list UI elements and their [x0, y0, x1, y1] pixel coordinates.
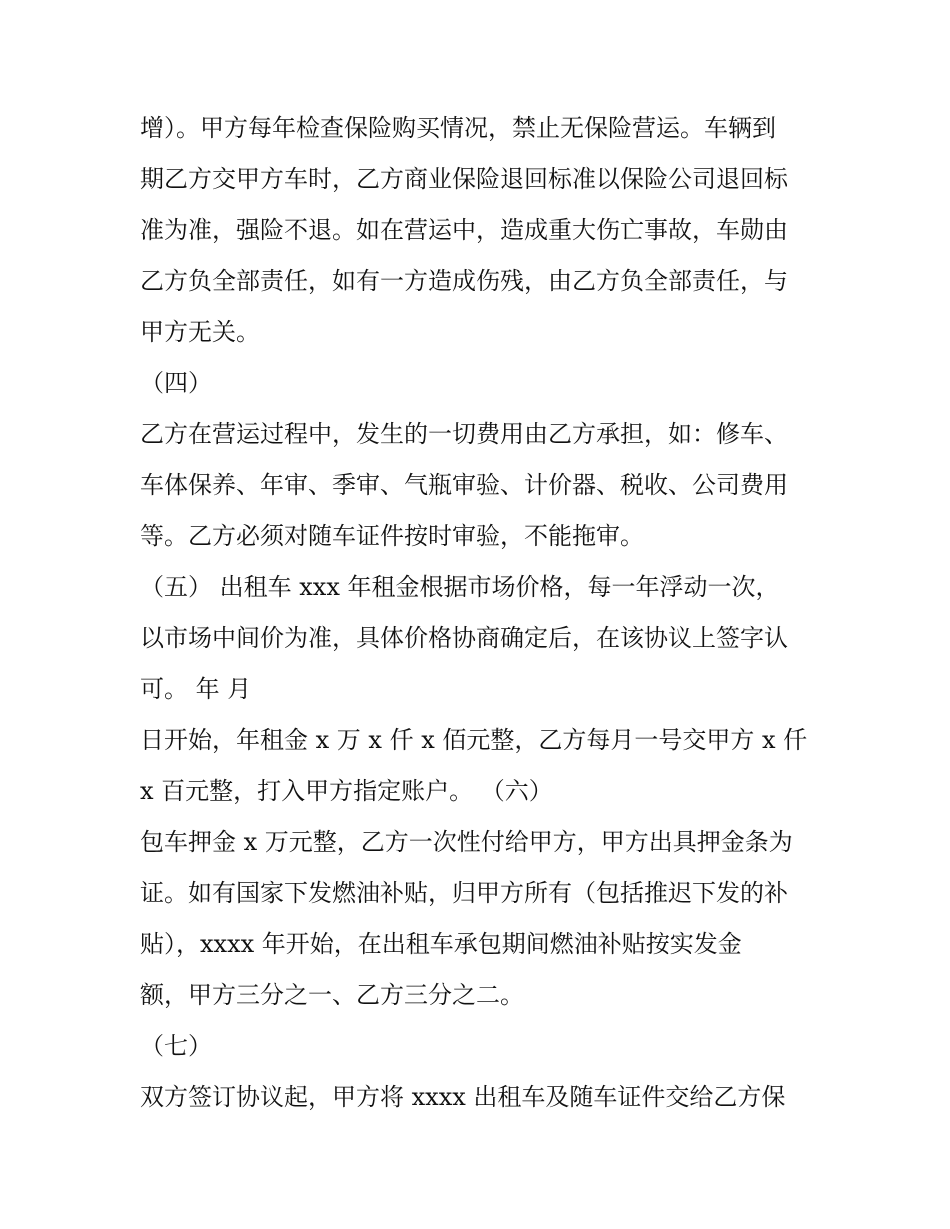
text-line: 等。乙方必须对随车证件按时审验，不能拖审。 — [140, 522, 644, 550]
text-line: 日开始，年租金 x 万 x 仟 x 佰元整，乙方每月一号交甲方 x 仟 — [140, 726, 808, 754]
text-line: 双方签订协议起，甲方将 xxxx 出租车及随车证件交给乙方保 — [140, 1083, 786, 1111]
text-line: 乙方在营运过程中，发生的一切费用由乙方承担，如：修车、 — [140, 420, 788, 448]
text-line: 包车押金 x 万元整，乙方一次性付给甲方，甲方出具押金条为 — [140, 828, 793, 856]
section-heading: （四） — [140, 369, 212, 397]
text-line: （五） 出租车 xxx 年租金根据市场价格，每一年浮动一次， — [140, 573, 780, 601]
section-heading: （七） — [140, 1032, 212, 1060]
text-line: 以市场中间价为准，具体价格协商确定后，在该协议上签字认 — [140, 624, 788, 652]
text-line: 贴），xxxx 年开始，在出租车承包期间燃油补贴按实发金 — [140, 930, 742, 958]
text-line: 额，甲方三分之一、乙方三分之二。 — [140, 981, 524, 1009]
text-line: 证。如有国家下发燃油补贴，归甲方所有（包括推迟下发的补 — [140, 879, 788, 907]
text-line: 增）。甲方每年检查保险购买情况，禁止无保险营运。车辆到 — [140, 114, 776, 142]
text-line: 可。 年 月 — [140, 675, 252, 703]
text-line: 准为准，强险不退。如在营运中，造成重大伤亡事故，车勋由 — [140, 216, 788, 244]
text-line: 乙方负全部责任，如有一方造成伤残，由乙方负全部责任，与 — [140, 267, 788, 295]
text-line: 期乙方交甲方车时，乙方商业保险退回标准以保险公司退回标 — [140, 165, 788, 193]
text-line: 甲方无关。 — [140, 318, 260, 346]
text-line: x 百元整，打入甲方指定账户。 （六） — [140, 777, 553, 805]
text-line: 车体保养、年审、季审、气瓶审验、计价器、税收、公司费用 — [140, 471, 788, 499]
